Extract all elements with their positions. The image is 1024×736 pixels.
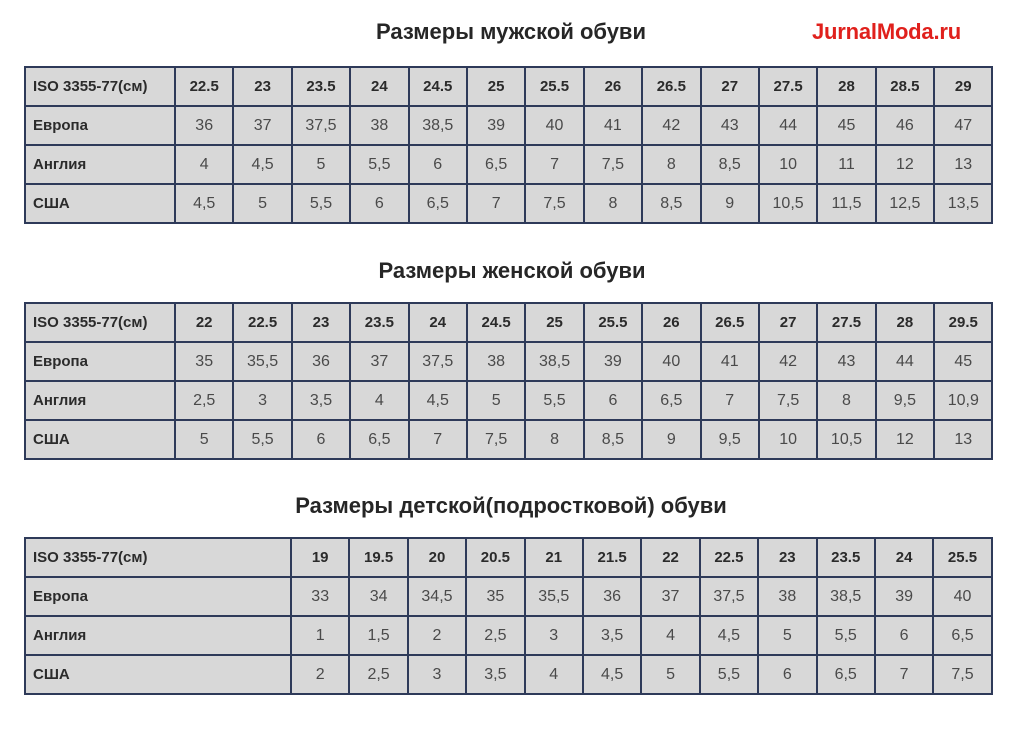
- table-cell: 41: [584, 106, 642, 145]
- table-row: [25, 577, 992, 616]
- size-header-cell: 22.5: [233, 303, 291, 342]
- size-header-cell: 28.5: [876, 67, 934, 106]
- size-header-cell: 21.5: [583, 538, 641, 577]
- size-header-cell: 22.5: [175, 67, 233, 106]
- table-cell: 5,5: [700, 655, 758, 694]
- table-cell: 4,5: [175, 184, 233, 223]
- table-cell: 7,5: [525, 184, 583, 223]
- size-header-cell: 25.5: [525, 67, 583, 106]
- kids-table-title: Размеры детской(подростковой) обуви: [295, 493, 727, 518]
- table-cell: 10,5: [759, 184, 817, 223]
- size-header-cell: 28: [876, 303, 934, 342]
- table-cell: 7: [525, 145, 583, 184]
- table-cell: 5: [233, 184, 291, 223]
- table-cell: 6: [584, 381, 642, 420]
- size-header-cell: 25: [525, 303, 583, 342]
- size-header-cell: 26: [584, 67, 642, 106]
- table-cell: 7: [409, 420, 467, 459]
- table-cell: 43: [701, 106, 759, 145]
- table-cell: 8: [642, 145, 700, 184]
- size-header-cell: 22.5: [700, 538, 758, 577]
- table-cell: 8,5: [701, 145, 759, 184]
- header-row: [25, 538, 992, 577]
- table-cell: 33: [291, 577, 349, 616]
- table-cell: 38,5: [409, 106, 467, 145]
- table-cell: 5,5: [233, 420, 291, 459]
- row-label: США: [25, 184, 175, 223]
- table-cell: 2,5: [175, 381, 233, 420]
- table-cell: 11: [817, 145, 875, 184]
- table-cell: 5: [758, 616, 816, 655]
- header-row: [25, 67, 992, 106]
- table-cell: 7,5: [467, 420, 525, 459]
- table-cell: 40: [933, 577, 991, 616]
- size-header-cell: 26.5: [701, 303, 759, 342]
- table-cell: 6: [409, 145, 467, 184]
- table-cell: 38: [758, 577, 816, 616]
- row-label-iso: ISO 3355-77(см): [25, 538, 291, 577]
- table-cell: 36: [583, 577, 641, 616]
- size-header-cell: 27.5: [817, 303, 875, 342]
- size-header-cell: 29: [934, 67, 992, 106]
- table-cell: 9: [642, 420, 700, 459]
- table-cell: 37: [641, 577, 699, 616]
- header-row: [25, 303, 992, 342]
- size-header-cell: 23: [292, 303, 350, 342]
- table-cell: 4: [175, 145, 233, 184]
- row-label: США: [25, 420, 175, 459]
- table-cell: 37: [233, 106, 291, 145]
- table-cell: 4,5: [233, 145, 291, 184]
- table-row: [25, 342, 992, 381]
- table-cell: 35: [175, 342, 233, 381]
- table-cell: 8: [817, 381, 875, 420]
- table-cell: 13: [934, 145, 992, 184]
- table-cell: 5: [641, 655, 699, 694]
- table-cell: 35,5: [233, 342, 291, 381]
- size-header-cell: 19.5: [349, 538, 407, 577]
- row-label: Англия: [25, 381, 175, 420]
- table-cell: 5,5: [817, 616, 875, 655]
- kids-size-table: [24, 537, 993, 695]
- row-label: Европа: [25, 342, 175, 381]
- size-header-cell: 28: [817, 67, 875, 106]
- table-cell: 6,5: [817, 655, 875, 694]
- table-cell: 7: [701, 381, 759, 420]
- table-cell: 45: [817, 106, 875, 145]
- table-cell: 4,5: [583, 655, 641, 694]
- size-header-cell: 24: [875, 538, 933, 577]
- table-cell: 44: [759, 106, 817, 145]
- table-cell: 1: [291, 616, 349, 655]
- size-header-cell: 23.5: [817, 538, 875, 577]
- size-header-cell: 24: [350, 67, 408, 106]
- table-cell: 7,5: [933, 655, 991, 694]
- size-header-cell: 24.5: [409, 67, 467, 106]
- table-cell: 7,5: [584, 145, 642, 184]
- row-label: США: [25, 655, 291, 694]
- table-cell: 7,5: [759, 381, 817, 420]
- table-cell: 3: [408, 655, 466, 694]
- size-header-cell: 23: [233, 67, 291, 106]
- size-header-cell: 19: [291, 538, 349, 577]
- size-header-cell: 26.5: [642, 67, 700, 106]
- table-cell: 9,5: [876, 381, 934, 420]
- table-row: [25, 420, 992, 459]
- table-cell: 9,5: [701, 420, 759, 459]
- size-header-cell: 24: [409, 303, 467, 342]
- table-cell: 3: [233, 381, 291, 420]
- row-label-iso: ISO 3355-77(см): [25, 67, 175, 106]
- table-cell: 41: [701, 342, 759, 381]
- table-row: [25, 106, 992, 145]
- table-cell: 38,5: [525, 342, 583, 381]
- size-header-cell: 25.5: [933, 538, 991, 577]
- size-header-cell: 25: [467, 67, 525, 106]
- table-cell: 44: [876, 342, 934, 381]
- table-cell: 47: [934, 106, 992, 145]
- table-cell: 4,5: [409, 381, 467, 420]
- table-cell: 38: [350, 106, 408, 145]
- mens-table-title: Размеры мужской обуви: [376, 19, 646, 44]
- table-cell: 1,5: [349, 616, 407, 655]
- table-cell: 45: [934, 342, 992, 381]
- table-cell: 5,5: [350, 145, 408, 184]
- table-cell: 12: [876, 145, 934, 184]
- size-header-cell: 25.5: [584, 303, 642, 342]
- table-cell: 2,5: [349, 655, 407, 694]
- table-cell: 2,5: [466, 616, 524, 655]
- table-cell: 7: [467, 184, 525, 223]
- table-cell: 3,5: [292, 381, 350, 420]
- table-cell: 13,5: [934, 184, 992, 223]
- table-row: [25, 145, 992, 184]
- table-row: [25, 655, 992, 694]
- table-cell: 8,5: [584, 420, 642, 459]
- table-cell: 10,9: [934, 381, 992, 420]
- table-cell: 34,5: [408, 577, 466, 616]
- table-cell: 10: [759, 145, 817, 184]
- row-label-iso: ISO 3355-77(см): [25, 303, 175, 342]
- table-cell: 4: [641, 616, 699, 655]
- table-cell: 46: [876, 106, 934, 145]
- table-cell: 40: [642, 342, 700, 381]
- table-cell: 6: [875, 616, 933, 655]
- size-header-cell: 22: [641, 538, 699, 577]
- table-cell: 3: [525, 616, 583, 655]
- size-header-cell: 27: [701, 67, 759, 106]
- table-cell: 37,5: [409, 342, 467, 381]
- row-label: Англия: [25, 616, 291, 655]
- table-cell: 3,5: [583, 616, 641, 655]
- table-cell: 5: [292, 145, 350, 184]
- table-row: [25, 616, 992, 655]
- table-cell: 6,5: [350, 420, 408, 459]
- table-cell: 36: [292, 342, 350, 381]
- row-label: Европа: [25, 577, 291, 616]
- size-header-cell: 24.5: [467, 303, 525, 342]
- table-cell: 4: [525, 655, 583, 694]
- table-cell: 42: [642, 106, 700, 145]
- table-cell: 11,5: [817, 184, 875, 223]
- row-label: Англия: [25, 145, 175, 184]
- table-cell: 5: [467, 381, 525, 420]
- table-cell: 8: [584, 184, 642, 223]
- table-cell: 10,5: [817, 420, 875, 459]
- table-cell: 38: [467, 342, 525, 381]
- table-cell: 38,5: [817, 577, 875, 616]
- table-cell: 2: [291, 655, 349, 694]
- table-cell: 6,5: [467, 145, 525, 184]
- table-cell: 9: [701, 184, 759, 223]
- brand-logo-text: JurnalModa.ru: [812, 19, 961, 44]
- table-cell: 37,5: [700, 577, 758, 616]
- table-cell: 35: [466, 577, 524, 616]
- table-cell: 6: [758, 655, 816, 694]
- size-header-cell: 22: [175, 303, 233, 342]
- table-cell: 5: [175, 420, 233, 459]
- size-header-cell: 27.5: [759, 67, 817, 106]
- size-header-cell: 23: [758, 538, 816, 577]
- size-header-cell: 20: [408, 538, 466, 577]
- table-cell: 39: [467, 106, 525, 145]
- table-cell: 2: [408, 616, 466, 655]
- table-cell: 5,5: [525, 381, 583, 420]
- size-header-cell: 27: [759, 303, 817, 342]
- table-row: [25, 381, 992, 420]
- size-header-cell: 26: [642, 303, 700, 342]
- size-header-cell: 20.5: [466, 538, 524, 577]
- table-cell: 12,5: [876, 184, 934, 223]
- womens-table-title: Размеры женской обуви: [378, 258, 646, 283]
- table-cell: 12: [876, 420, 934, 459]
- table-cell: 7: [875, 655, 933, 694]
- table-cell: 39: [584, 342, 642, 381]
- table-cell: 42: [759, 342, 817, 381]
- table-cell: 34: [349, 577, 407, 616]
- table-cell: 6: [292, 420, 350, 459]
- table-cell: 6,5: [642, 381, 700, 420]
- table-cell: 6,5: [933, 616, 991, 655]
- table-cell: 8: [525, 420, 583, 459]
- row-label: Европа: [25, 106, 175, 145]
- table-cell: 5,5: [292, 184, 350, 223]
- table-cell: 3,5: [466, 655, 524, 694]
- table-cell: 35,5: [525, 577, 583, 616]
- table-cell: 4,5: [700, 616, 758, 655]
- table-cell: 4: [350, 381, 408, 420]
- mens-size-table: [24, 66, 993, 224]
- table-cell: 36: [175, 106, 233, 145]
- table-cell: 40: [525, 106, 583, 145]
- size-header-cell: 23.5: [350, 303, 408, 342]
- table-cell: 6: [350, 184, 408, 223]
- table-cell: 6,5: [409, 184, 467, 223]
- table-cell: 37,5: [292, 106, 350, 145]
- table-cell: 10: [759, 420, 817, 459]
- size-header-cell: 29.5: [934, 303, 992, 342]
- table-cell: 39: [875, 577, 933, 616]
- size-header-cell: 21: [525, 538, 583, 577]
- table-cell: 37: [350, 342, 408, 381]
- womens-size-table: [24, 302, 993, 460]
- table-cell: 43: [817, 342, 875, 381]
- size-header-cell: 23.5: [292, 67, 350, 106]
- table-cell: 8,5: [642, 184, 700, 223]
- table-row: [25, 184, 992, 223]
- table-cell: 13: [934, 420, 992, 459]
